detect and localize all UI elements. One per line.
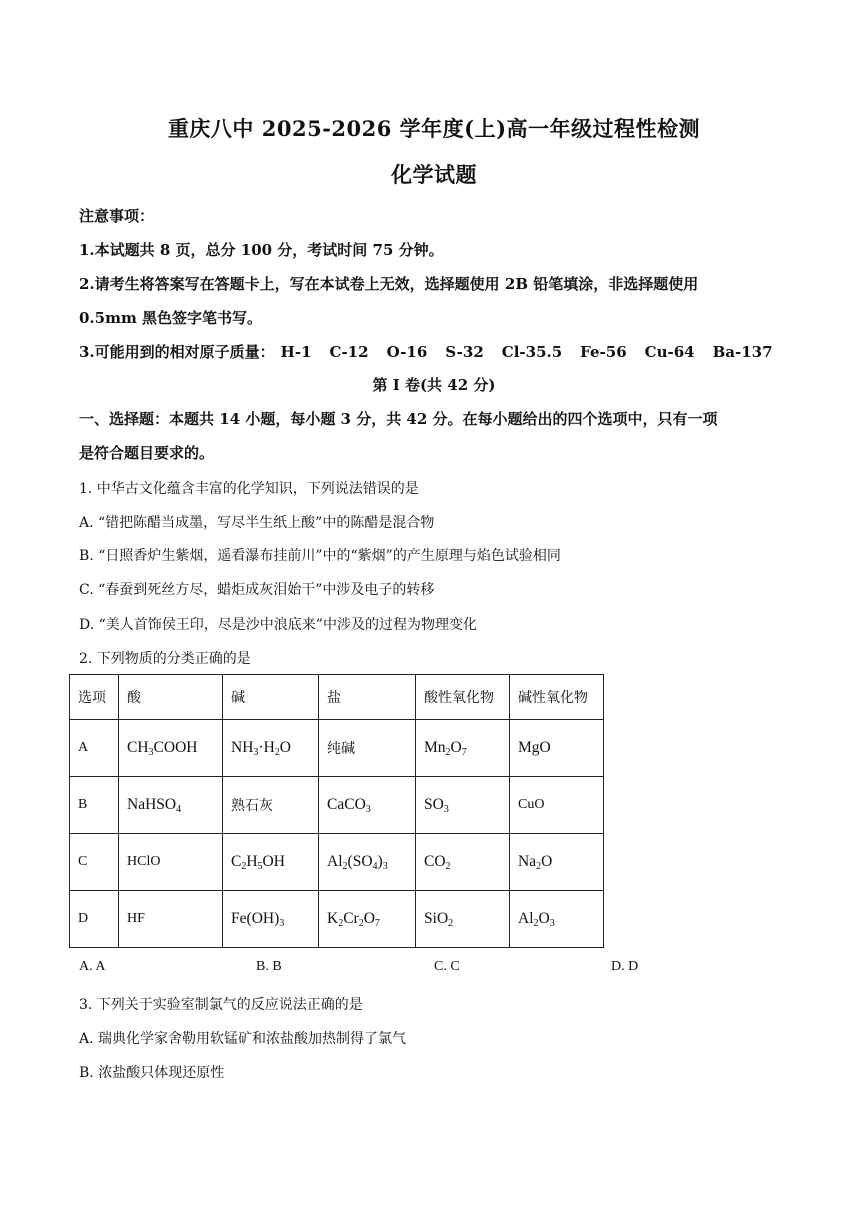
notice-item-2-line-2: 0.5mm 黑色签字笔书写。 xyxy=(79,309,263,327)
salt-cell: $K_2Cr_2O_7$ xyxy=(319,891,416,948)
notice-item-2-line-1: 2.请考生将答案写在答题卡上，写在本试卷上无效，选择题使用 2B 铅笔填涂，非选择题使用 xyxy=(79,275,699,293)
question-1-option-b: B. “日照香炉生紫烟，遥看瀑布挂前川”中的“紫烟”的产生原理与焰色试验相同 xyxy=(79,548,561,564)
table-header-row xyxy=(70,675,604,720)
header-acidic-oxide: 酸性氧化物 xyxy=(416,675,510,720)
atomic-mass-cu: Cu-64 xyxy=(644,343,695,361)
choice-a: A. A xyxy=(79,959,106,974)
header-option: 选项 xyxy=(70,675,119,720)
section-1-line-1: 一、选择题：本题共 14 小题，每小题 3 分，共 42 分。在每小题给出的四个选项中，只有一项 xyxy=(79,410,718,428)
header-salt: 盐 xyxy=(319,675,416,720)
acidic-oxide-cell: $SO_3$ xyxy=(416,777,510,834)
base-cell: $Fe(OH)_3$ xyxy=(223,891,319,948)
acidic-oxide-cell: $CO_2$ xyxy=(416,834,510,891)
notice-heading: 注意事项： xyxy=(79,207,155,225)
basic-oxide-cell: MgO xyxy=(510,720,604,777)
atomic-mass-c: C-12 xyxy=(329,343,369,361)
row-option: A xyxy=(70,720,119,777)
acid-cell: NaHSO$_4$ xyxy=(119,777,223,834)
header-acid: 酸 xyxy=(119,675,223,720)
choice-b: B. B xyxy=(256,959,282,974)
acidic-oxide-cell: $Mn_2O_7$ xyxy=(416,720,510,777)
row-option: D xyxy=(70,891,119,948)
header-basic-oxide: 碱性氧化物 xyxy=(510,675,604,720)
question-3-stem: 3. 下列关于实验室制氯气的反应说法正确的是 xyxy=(79,997,363,1013)
atomic-mass-label: 3.可能用到的相对原子质量： xyxy=(79,343,275,361)
atomic-mass-s: S-32 xyxy=(445,343,484,361)
row-option: B xyxy=(70,777,119,834)
atomic-mass-ba: Ba-137 xyxy=(712,343,773,361)
question-3-option-b: B. 浓盐酸只体现还原性 xyxy=(79,1065,225,1081)
salt-cell: 纯碱 xyxy=(319,720,416,777)
exam-title: 重庆八中 2025-2026 学年度(上)高一年级过程性检测 xyxy=(167,116,701,141)
acid-cell: HF xyxy=(119,891,223,948)
question-3-option-a: A. 瑞典化学家舍勒用软锰矿和浓盐酸加热制得了氯气 xyxy=(79,1031,407,1047)
atomic-mass-fe: Fe-56 xyxy=(580,343,627,361)
question-1-option-d: D. “美人首饰侯王印，尽是沙中浪底来”中涉及的过程为物理变化 xyxy=(79,617,477,633)
basic-oxide-cell: CuO xyxy=(510,777,604,834)
base-cell: $C_2H_5OH$ xyxy=(223,834,319,891)
table-row xyxy=(70,777,604,834)
notice-item-3 xyxy=(79,341,791,362)
basic-oxide-cell: $Al_2O_3$ xyxy=(510,891,604,948)
part-1-title: 第 I 卷(共 42 分) xyxy=(372,376,496,394)
acid-cell: $CH_3COOH$ xyxy=(119,720,223,777)
question-1-stem: 1. 中华古文化蕴含丰富的化学知识，下列说法错误的是 xyxy=(79,481,419,497)
table-row xyxy=(70,720,604,777)
section-1-line-2: 是符合题目要求的。 xyxy=(79,444,215,462)
choice-d: D. D xyxy=(611,959,639,974)
question-1-option-c: C. “春蚕到死丝方尽，蜡炬成灰泪始干”中涉及电子的转移 xyxy=(79,582,435,598)
acid-cell: HClO xyxy=(119,834,223,891)
question-1-option-a: A. “错把陈醋当成墨，写尽半生纸上酸”中的陈醋是混合物 xyxy=(79,515,435,531)
acidic-oxide-cell: SiO$_2$ xyxy=(416,891,510,948)
choice-c: C. C xyxy=(434,959,460,974)
atomic-mass-cl: Cl-35.5 xyxy=(501,343,563,361)
basic-oxide-cell: $Na_2O$ xyxy=(510,834,604,891)
base-cell: $NH_3\cdot H_2O$ xyxy=(223,720,319,777)
base-cell: 熟石灰 xyxy=(223,777,319,834)
header-base: 碱 xyxy=(223,675,319,720)
notice-item-1: 1.本试题共 8 页，总分 100 分，考试时间 75 分钟。 xyxy=(79,241,444,259)
table-row xyxy=(70,891,604,948)
row-option: C xyxy=(70,834,119,891)
question-2-stem: 2. 下列物质的分类正确的是 xyxy=(79,651,251,667)
atomic-mass-h: H-1 xyxy=(280,343,312,361)
table-row xyxy=(70,834,604,891)
exam-subtitle: 化学试题 xyxy=(391,162,477,187)
atomic-mass-o: O-16 xyxy=(386,343,428,361)
classification-table xyxy=(69,674,604,948)
salt-cell: $Al_2(SO_4)_3$ xyxy=(319,834,416,891)
salt-cell: CaCO$_3$ xyxy=(319,777,416,834)
